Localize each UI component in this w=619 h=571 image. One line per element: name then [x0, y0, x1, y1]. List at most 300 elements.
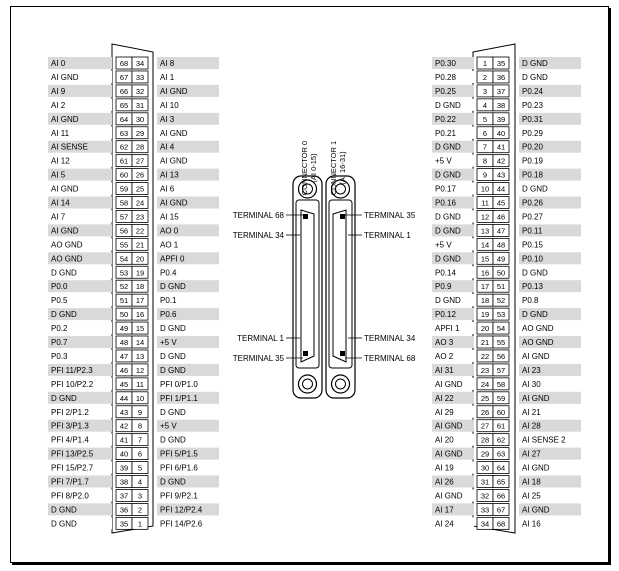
left-pin-row	[48, 183, 219, 195]
right-pin-label-inner: AI 28	[522, 421, 541, 431]
left-pin-label-outer: AI GND	[51, 72, 79, 82]
pin-number: 64	[119, 114, 129, 124]
pin-number: 25	[480, 393, 490, 403]
left-pin-label-outer: AI SENSE	[51, 142, 88, 152]
left-pin-row	[48, 224, 219, 236]
left-pin-label-outer: P0.0	[51, 282, 68, 292]
right-pin-label-outer: AI 22	[435, 393, 454, 403]
pin-number: 42	[119, 421, 129, 431]
pin-number: 61	[496, 421, 506, 431]
right-pin-row	[432, 308, 581, 320]
left-pin-label-inner: AI GND	[160, 128, 188, 138]
left-pin-row	[48, 462, 219, 474]
right-pin-row	[432, 336, 581, 348]
left-pin-label-inner: AI GND	[160, 86, 188, 96]
left-pin-label-inner: PFI 6/P1.6	[160, 463, 198, 473]
left-pin-label-outer: AO GND	[51, 240, 83, 250]
left-pin-row	[48, 434, 219, 446]
left-pin-label-inner: AI 13	[160, 170, 179, 180]
pin-number: 42	[496, 156, 506, 166]
right-pin-label-inner: P0.10	[522, 254, 543, 264]
right-pin-row	[432, 57, 581, 69]
left-pin-label-inner: AI GND	[160, 156, 188, 166]
terminal-label-34-left: TERMINAL 34	[232, 231, 284, 240]
left-pin-label-inner: PFI 1/P1.1	[160, 393, 198, 403]
pin-number: 40	[496, 128, 506, 138]
pin-number: 40	[119, 449, 129, 459]
left-pin-row	[48, 364, 219, 376]
left-pin-row	[48, 155, 219, 167]
left-pin-label-outer: D GND	[51, 393, 77, 403]
pin-number: 18	[480, 296, 490, 306]
pin-number: 52	[496, 296, 506, 306]
right-pin-label-inner: P0.8	[522, 296, 539, 306]
pin-number: 1	[482, 59, 488, 68]
terminal-label-34-right: TERMINAL 34	[364, 334, 416, 343]
right-pin-label-outer: D GND	[435, 100, 461, 110]
pin-number: 51	[119, 296, 129, 306]
left-pin-label-outer: AI 0	[51, 59, 66, 68]
right-pin-label-outer: AI 29	[435, 407, 454, 417]
pin-number: 10	[135, 393, 145, 403]
left-pin-label-outer: AI 7	[51, 212, 66, 222]
right-pin-label-outer: D GND	[435, 226, 461, 236]
left-pin-label-inner: AI 8	[160, 59, 175, 68]
pin-number: 26	[480, 407, 490, 417]
pin-number: 64	[496, 463, 506, 473]
right-pin-label-outer: P0.9	[435, 282, 452, 292]
right-pin-row	[432, 462, 581, 474]
pin-number: 36	[496, 72, 506, 82]
right-pin-row	[432, 517, 581, 529]
right-pin-row	[432, 280, 581, 292]
right-pin-label-outer: P0.25	[435, 86, 456, 96]
left-pin-label-outer: AI GND	[51, 226, 79, 236]
left-pin-row	[48, 252, 219, 264]
left-pin-row	[48, 448, 219, 460]
pin-number: 31	[480, 477, 490, 487]
pin-number: 51	[496, 282, 506, 292]
left-pin-row	[48, 169, 219, 181]
left-pin-label-inner: AO 0	[160, 226, 179, 236]
left-pin-label-outer: P0.2	[51, 324, 68, 334]
left-pin-label-inner: D GND	[160, 282, 186, 292]
right-pin-label-inner: P0.13	[522, 282, 543, 292]
right-pin-label-outer: AI GND	[435, 449, 463, 459]
pin-number: 21	[135, 240, 145, 250]
pin-number: 34	[135, 59, 145, 68]
left-pin-row	[48, 392, 219, 404]
left-pin-label-inner: AI 15	[160, 212, 179, 222]
right-pin-label-outer: P0.22	[435, 114, 456, 124]
pin-number: 3	[137, 491, 143, 501]
pin-number: 55	[496, 338, 506, 347]
left-pin-label-inner: D GND	[160, 324, 186, 334]
right-pin-label-inner: P0.23	[522, 100, 543, 110]
right-pin-label-inner: P0.18	[522, 170, 543, 180]
pin-number: 28	[480, 435, 490, 445]
right-pin-label-outer: D GND	[435, 296, 461, 306]
left-pin-label-outer: D GND	[51, 310, 77, 320]
pin-number: 21	[480, 338, 490, 347]
pin-number: 22	[135, 226, 145, 236]
pin-number: 24	[480, 379, 490, 389]
connector-drawing	[286, 176, 362, 398]
connector1-range: (AI 16-31)	[338, 151, 347, 185]
left-pin-label-inner: APFI 0	[160, 254, 185, 264]
right-pin-label-outer: D GND	[435, 170, 461, 180]
left-pin-label-inner: D GND	[160, 351, 186, 361]
pin-number: 66	[496, 491, 506, 501]
pin-number: 7	[482, 142, 488, 152]
left-pin-row	[48, 489, 219, 501]
left-pin-label-inner: D GND	[160, 477, 186, 487]
pin-number: 57	[119, 212, 129, 222]
right-pin-label-outer: AO 2	[435, 351, 454, 361]
pin-number: 8	[482, 156, 488, 166]
left-pin-label-inner: AI 4	[160, 142, 175, 152]
pin-number: 31	[135, 100, 145, 110]
right-pin-label-outer: AO 3	[435, 338, 454, 347]
pin-number: 15	[135, 324, 145, 334]
right-pin-row	[432, 448, 581, 460]
left-pin-row	[48, 99, 219, 111]
pin-number: 35	[496, 59, 506, 68]
right-pin-label-inner: AO GND	[522, 338, 554, 347]
pin-number: 17	[135, 296, 145, 306]
right-pin-label-inner: P0.20	[522, 142, 543, 152]
pin-number: 38	[119, 477, 129, 487]
right-pin-label-outer: P0.28	[435, 72, 456, 82]
pin-number: 9	[137, 407, 143, 417]
pin-number: 47	[496, 226, 506, 236]
pin-number: 32	[135, 86, 145, 96]
right-pin-row	[432, 503, 581, 515]
left-pin-label-outer: AI 11	[51, 128, 70, 138]
left-pin-label-outer: AI 14	[51, 198, 70, 208]
left-pin-label-inner: AI 10	[160, 100, 179, 110]
right-pin-label-inner: AO GND	[522, 324, 554, 334]
pin-number: 63	[119, 128, 129, 138]
left-pin-row	[48, 85, 219, 97]
right-pin-label-inner: AI GND	[522, 463, 550, 473]
right-pin-label-inner: P0.11	[522, 226, 543, 236]
pin-number: 60	[119, 170, 129, 180]
right-pin-row	[432, 85, 581, 97]
pin-number: 9	[482, 170, 488, 180]
pin-number: 29	[135, 128, 145, 138]
left-pin-label-inner: P0.1	[160, 296, 177, 306]
pin-number: 65	[496, 477, 506, 487]
left-pin-label-outer: D GND	[51, 505, 77, 515]
left-pin-label-outer: P0.7	[51, 338, 68, 347]
pin-number: 48	[119, 338, 129, 347]
right-pin-label-outer: D GND	[435, 254, 461, 264]
right-pin-row	[432, 113, 581, 125]
right-pin-label-outer: P0.30	[435, 59, 456, 68]
pin-number: 61	[119, 156, 129, 166]
pin-number: 4	[482, 100, 488, 110]
left-pin-label-inner: AI 1	[160, 72, 175, 82]
right-pin-label-outer: AI 19	[435, 463, 454, 473]
terminal-label-1-right: TERMINAL 1	[364, 231, 411, 240]
right-pin-row	[432, 476, 581, 488]
left-pin-label-outer: D GND	[51, 268, 77, 278]
pin-number: 6	[482, 128, 488, 138]
left-pin-row	[48, 308, 219, 320]
left-pin-label-outer: AI GND	[51, 184, 79, 194]
pin-number: 16	[135, 310, 145, 320]
terminal-label-1-left: TERMINAL 1	[237, 334, 284, 343]
right-pin-label-outer: P0.21	[435, 128, 456, 138]
pin-number: 66	[119, 86, 129, 96]
pin-number: 59	[119, 184, 129, 194]
pin-number: 68	[496, 519, 506, 529]
left-pin-label-outer: PFI 4/P1.4	[51, 435, 89, 445]
left-pin-row	[48, 420, 219, 432]
left-pin-label-inner: PFI 5/P1.5	[160, 449, 198, 459]
right-pin-label-inner: D GND	[522, 268, 548, 278]
right-pin-row	[432, 294, 581, 306]
pin-number: 7	[137, 435, 143, 445]
right-pin-row	[432, 392, 581, 404]
right-pin-label-outer: P0.16	[435, 198, 456, 208]
pin-number: 48	[496, 240, 506, 250]
pin-number: 13	[480, 226, 490, 236]
left-pin-label-outer: AI 5	[51, 170, 66, 180]
right-pin-row	[432, 252, 581, 264]
right-pin-row	[432, 155, 581, 167]
right-pin-row	[432, 127, 581, 139]
right-pin-row	[432, 406, 581, 418]
left-pin-label-outer: PFI 13/P2.5	[51, 449, 94, 459]
pin-number: 50	[496, 268, 506, 278]
left-pin-label-inner: D GND	[160, 407, 186, 417]
pin-number: 27	[135, 156, 145, 166]
left-pin-row	[48, 503, 219, 515]
terminal-label-35-left: TERMINAL 35	[232, 354, 284, 363]
left-pin-label-inner: PFI 14/P2.6	[160, 519, 203, 529]
pin-number: 4	[137, 477, 143, 487]
right-pin-label-inner: P0.19	[522, 156, 543, 166]
pin-number: 67	[496, 505, 506, 515]
left-pin-row	[48, 280, 219, 292]
pin-number: 14	[135, 338, 145, 347]
right-pin-label-inner: AI 25	[522, 491, 541, 501]
pin-number: 20	[135, 254, 145, 264]
right-pin-label-inner: P0.26	[522, 198, 543, 208]
left-pin-label-outer: PFI 7/P1.7	[51, 477, 89, 487]
pin-number: 24	[135, 198, 145, 208]
terminal-label-68-right: TERMINAL 68	[364, 354, 416, 363]
connector0-title: CONNECTOR 0	[300, 140, 309, 196]
left-pin-label-inner: D GND	[160, 435, 186, 445]
right-pin-label-inner: AI 30	[522, 379, 541, 389]
right-pin-label-inner: D GND	[522, 59, 548, 68]
pin-number: 41	[119, 435, 129, 445]
right-pin-label-inner: AI 23	[522, 365, 541, 375]
pin-number: 43	[119, 407, 129, 417]
right-pin-label-inner: AI SENSE 2	[522, 435, 566, 445]
left-pin-label-outer: D GND	[51, 519, 77, 529]
pin-number: 39	[119, 463, 129, 473]
pin-number: 19	[135, 268, 145, 278]
pin-number: 2	[137, 505, 143, 515]
right-pin-label-outer: P0.14	[435, 268, 456, 278]
pin-number: 49	[119, 324, 129, 334]
left-pin-row	[48, 476, 219, 488]
pin-number: 45	[496, 198, 506, 208]
pin-number: 46	[496, 212, 506, 222]
right-pin-row	[432, 350, 581, 362]
pin-number: 44	[119, 393, 129, 403]
terminal-label-35-right: TERMINAL 35	[364, 211, 416, 220]
pin-number: 22	[480, 351, 490, 361]
terminal-label-68-left: TERMINAL 68	[232, 211, 284, 220]
pin-number: 54	[496, 324, 506, 334]
pin-number: 58	[119, 198, 129, 208]
pin-number: 35	[119, 519, 129, 529]
left-pin-row	[48, 266, 219, 278]
left-pin-row	[48, 294, 219, 306]
pin-number: 19	[480, 310, 490, 320]
right-pin-row	[432, 99, 581, 111]
pin-number: 68	[119, 59, 129, 68]
pin-number: 15	[480, 254, 490, 264]
pin-number: 41	[496, 142, 506, 152]
left-pin-row	[48, 71, 219, 83]
right-pin-row	[432, 266, 581, 278]
left-pin-label-outer: P0.5	[51, 296, 68, 306]
right-pin-label-inner: AI GND	[522, 351, 550, 361]
left-pin-label-inner: PFI 0/P1.0	[160, 379, 198, 389]
pin-number: 45	[119, 379, 129, 389]
pin-number: 23	[480, 365, 490, 375]
left-pin-label-inner: PFI 12/P2.4	[160, 505, 203, 515]
left-pin-label-inner: PFI 9/P2.1	[160, 491, 198, 501]
pin-number: 62	[119, 142, 129, 152]
right-pin-label-inner: AI GND	[522, 505, 550, 515]
pin-number: 28	[135, 142, 145, 152]
pin-number: 37	[496, 86, 506, 96]
left-pin-label-inner: +5 V	[160, 421, 177, 431]
right-pin-label-outer: AI GND	[435, 491, 463, 501]
left-pin-row	[48, 57, 219, 69]
connector1-title: CONNECTOR 1	[329, 140, 338, 196]
left-pin-label-outer: AI 12	[51, 156, 70, 166]
pin-number: 53	[496, 310, 506, 320]
right-pin-label-inner: AI 21	[522, 407, 541, 417]
right-pin-label-inner: P0.24	[522, 86, 543, 96]
pin-number: 57	[496, 365, 506, 375]
left-pin-row	[48, 238, 219, 250]
right-pin-label-inner: P0.31	[522, 114, 543, 124]
pin-number: 12	[480, 212, 490, 222]
right-pin-label-inner: AI GND	[522, 393, 550, 403]
right-pin-label-inner: AI 16	[522, 519, 541, 529]
right-pin-label-outer: AI 24	[435, 519, 454, 529]
right-pin-label-inner: D GND	[522, 184, 548, 194]
left-pin-row	[48, 350, 219, 362]
left-pin-label-outer: AI GND	[51, 114, 79, 124]
pin-number: 13	[135, 351, 145, 361]
left-pin-label-inner: D GND	[160, 365, 186, 375]
pin-number: 47	[119, 351, 129, 361]
right-pin-label-inner: D GND	[522, 72, 548, 82]
left-pin-label-inner: AI 6	[160, 184, 175, 194]
right-pin-row	[432, 71, 581, 83]
pin-number: 11	[136, 379, 144, 389]
pin-number: 63	[496, 449, 506, 459]
pin-number: 39	[496, 114, 506, 124]
left-pin-label-inner: AO 1	[160, 240, 179, 250]
pin-number: 23	[135, 212, 145, 222]
pin-number: 67	[119, 72, 129, 82]
right-pin-row	[432, 197, 581, 209]
left-pin-label-outer: AO GND	[51, 254, 83, 264]
right-pin-row	[432, 322, 581, 334]
right-pin-label-outer: AI GND	[435, 421, 463, 431]
pin-number: 33	[135, 72, 145, 82]
right-pin-row	[432, 169, 581, 181]
pin-number: 56	[496, 351, 506, 361]
pin-number: 11	[481, 198, 489, 208]
left-pin-row	[48, 322, 219, 334]
right-pin-row	[432, 183, 581, 195]
right-pin-row	[432, 378, 581, 390]
pin-number: 59	[496, 393, 506, 403]
right-pin-label-outer: D GND	[435, 142, 461, 152]
pin-number: 36	[119, 505, 129, 515]
right-pin-label-inner: AI 27	[522, 449, 541, 459]
pin-number: 18	[135, 282, 145, 292]
pin-number: 29	[480, 449, 490, 459]
right-pin-label-inner: D GND	[522, 310, 548, 320]
right-pin-label-outer: AI 26	[435, 477, 454, 487]
right-pin-label-outer: +5 V	[435, 156, 452, 166]
pin-number: 56	[119, 226, 129, 236]
pin-number: 5	[137, 463, 143, 473]
right-pin-row	[432, 224, 581, 236]
right-pin-label-outer: AI 17	[435, 505, 454, 515]
left-pin-label-inner: AI 3	[160, 114, 175, 124]
pin-number: 46	[119, 365, 129, 375]
right-pin-row	[432, 489, 581, 501]
right-pin-label-outer: P0.12	[435, 310, 456, 320]
pin-number: 3	[482, 86, 488, 96]
right-pin-row	[432, 364, 581, 376]
pin-number: 33	[480, 505, 490, 515]
pin-number: 5	[482, 114, 488, 124]
right-pin-label-outer: AI GND	[435, 379, 463, 389]
pin-number: 10	[480, 184, 490, 194]
pin-number: 12	[135, 365, 145, 375]
right-pin-label-outer: +5 V	[435, 240, 452, 250]
right-pin-label-outer: APFI 1	[435, 324, 460, 334]
right-pin-label-inner: AI 18	[522, 477, 541, 487]
pin-number: 53	[119, 268, 129, 278]
pin-number: 27	[480, 421, 490, 431]
right-pin-label-inner: P0.29	[522, 128, 543, 138]
left-pin-row	[48, 197, 219, 209]
pin-number: 34	[480, 519, 490, 529]
left-pin-row	[48, 336, 219, 348]
pin-number: 20	[480, 324, 490, 334]
pin-number: 8	[137, 421, 143, 431]
right-pin-row	[432, 420, 581, 432]
pin-number: 16	[480, 268, 490, 278]
right-pin-label-outer: P0.17	[435, 184, 456, 194]
